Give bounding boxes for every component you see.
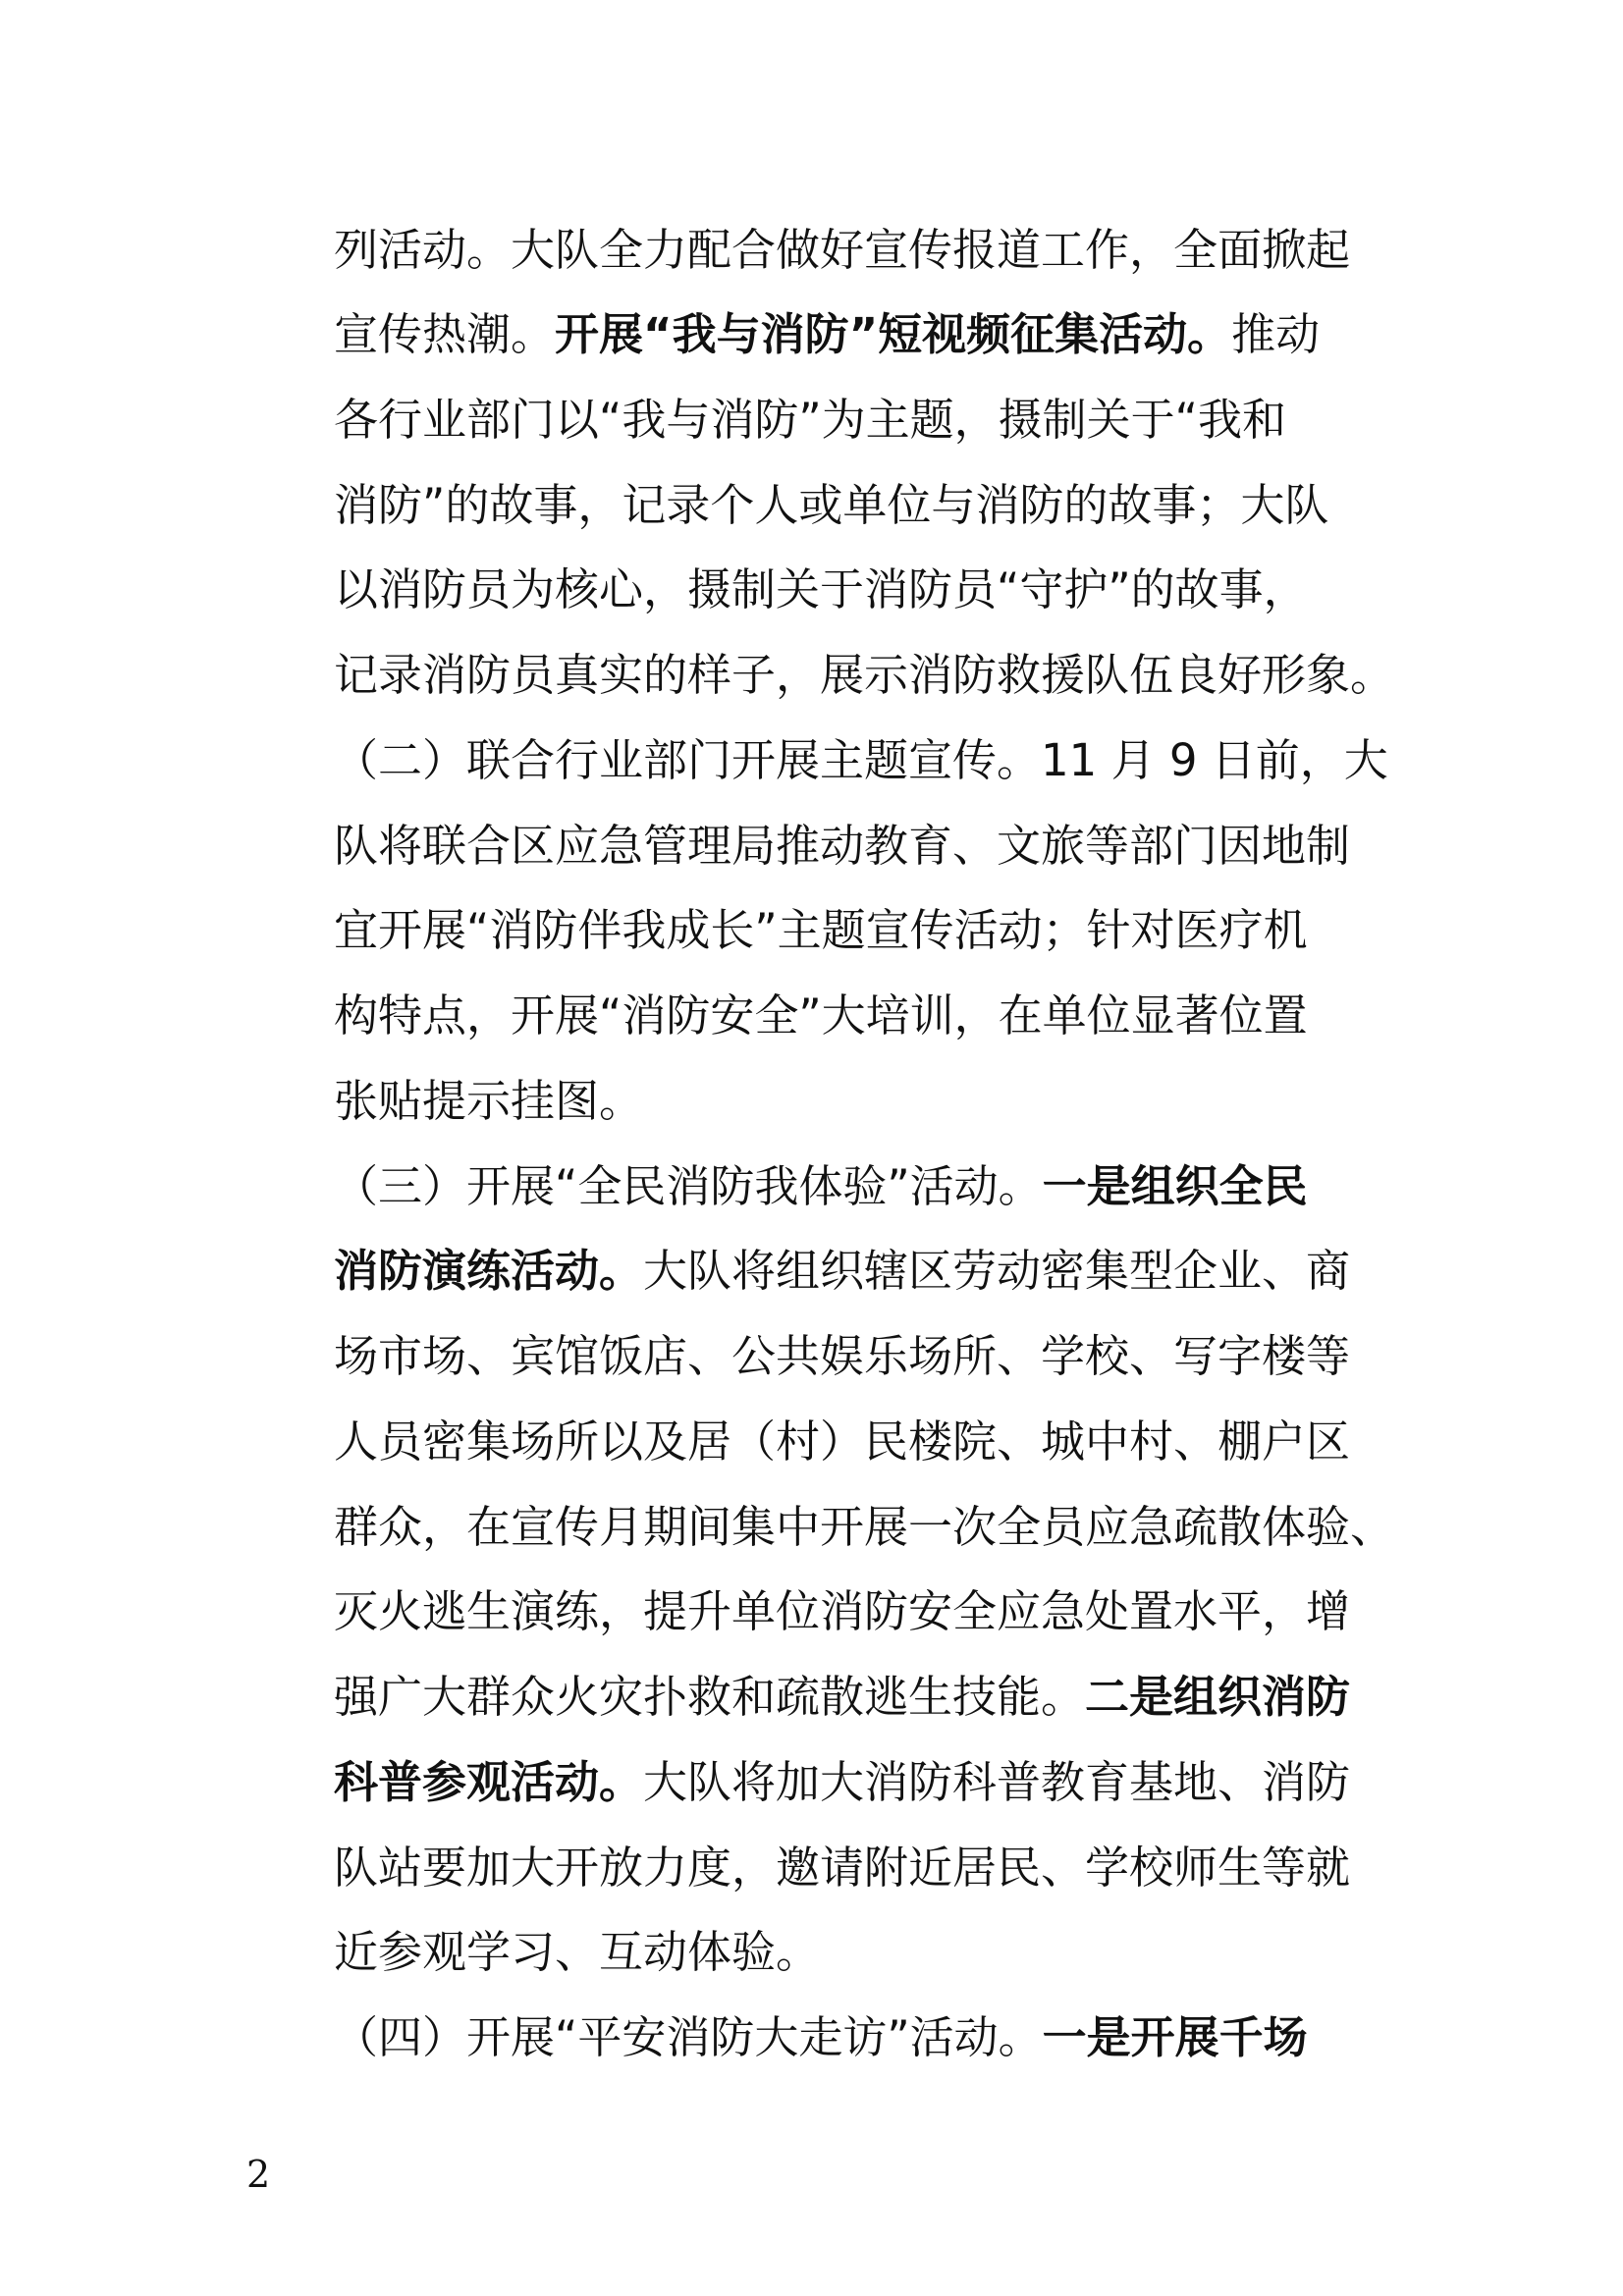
bold-text-run: 一是开展千场 bbox=[1042, 2011, 1308, 2063]
text-line bbox=[334, 807, 1394, 885]
text-run: 近参观学习、互动体验。 bbox=[334, 1926, 821, 1978]
page-number: 2 bbox=[246, 2153, 271, 2196]
text-line bbox=[334, 1488, 1394, 1567]
text-line bbox=[334, 891, 1394, 970]
text-run: 大队将组织辖区劳动密集型企业、商 bbox=[643, 1245, 1351, 1297]
text-run: 记录消防员真实的样子，展示消防救援队伍良好形象。 bbox=[334, 649, 1395, 701]
text-line bbox=[334, 295, 1394, 374]
text-run: 各行业部门以“我与消防”为主题，摄制关于“我和 bbox=[334, 394, 1286, 446]
text-run: 构特点，开展“消防安全”大培训，在单位显著位置 bbox=[334, 989, 1308, 1041]
bold-text-run: 二是组织消防 bbox=[1085, 1671, 1351, 1723]
text-run: 以消防员为核心，摄制关于消防员“守护”的故事， bbox=[334, 563, 1308, 615]
text-run: 人员密集场所以及居（村）民楼院、城中村、棚户区 bbox=[334, 1415, 1351, 1468]
text-line bbox=[334, 721, 1394, 800]
text-line bbox=[334, 1573, 1394, 1651]
text-line bbox=[334, 466, 1394, 545]
text-line bbox=[334, 1403, 1394, 1481]
text-run: 宜开展“消防伴我成长”主题宣传活动；针对医疗机 bbox=[334, 904, 1308, 956]
text-run: 群众，在宣传月期间集中开展一次全员应急疏散体验、 bbox=[334, 1501, 1395, 1553]
text-line bbox=[334, 211, 1394, 290]
text-line bbox=[334, 1829, 1394, 1907]
text-run: 宣传热潮。 bbox=[334, 308, 556, 360]
text-run: 大队将加大消防科普教育基地、消防 bbox=[643, 1756, 1351, 1808]
text-run: 消防”的故事，记录个人或单位与消防的故事；大队 bbox=[334, 479, 1329, 531]
text-line bbox=[334, 1913, 1394, 1992]
text-line bbox=[334, 1743, 1394, 1822]
bold-text-run: 消防演练活动。 bbox=[334, 1245, 644, 1297]
text-line bbox=[334, 1232, 1394, 1310]
bold-text-run: 科普参观活动。 bbox=[334, 1756, 644, 1808]
text-line bbox=[334, 977, 1394, 1055]
text-run: （三）开展“全民消防我体验”活动。 bbox=[334, 1160, 1043, 1212]
text-run: 队将联合区应急管理局推动教育、文旅等部门因地制 bbox=[334, 820, 1351, 872]
text-line bbox=[334, 1148, 1394, 1226]
bold-text-run: 开展“我与消防”短视频征集活动。 bbox=[555, 308, 1232, 360]
text-run: 队站要加大开放力度，邀请附近居民、学校师生等就 bbox=[334, 1842, 1351, 1894]
text-run: 场市场、宾馆饭店、公共娱乐场所、学校、写字楼等 bbox=[334, 1330, 1351, 1382]
text-run: 列活动。大队全力配合做好宣传报道工作，全面掀起 bbox=[334, 224, 1351, 276]
text-run: 强广大群众火灾扑救和疏散逃生技能。 bbox=[334, 1671, 1086, 1723]
text-line bbox=[334, 1999, 1394, 2077]
text-line bbox=[334, 636, 1394, 715]
text-run: （四）开展“平安消防大走访”活动。 bbox=[334, 2011, 1043, 2063]
text-run: 灭火逃生演练，提升单位消防安全应急处置水平，增 bbox=[334, 1585, 1351, 1637]
text-line bbox=[334, 1062, 1394, 1141]
text-line bbox=[334, 381, 1394, 459]
text-line bbox=[334, 551, 1394, 629]
bold-text-run: 一是组织全民 bbox=[1042, 1160, 1308, 1212]
text-line bbox=[334, 1658, 1394, 1736]
text-line bbox=[334, 1317, 1394, 1396]
text-run: 张贴提示挂图。 bbox=[334, 1075, 644, 1127]
text-run: （二）联合行业部门开展主题宣传。11 月 9 日前，大 bbox=[334, 734, 1388, 786]
text-run: 推动 bbox=[1231, 308, 1321, 360]
